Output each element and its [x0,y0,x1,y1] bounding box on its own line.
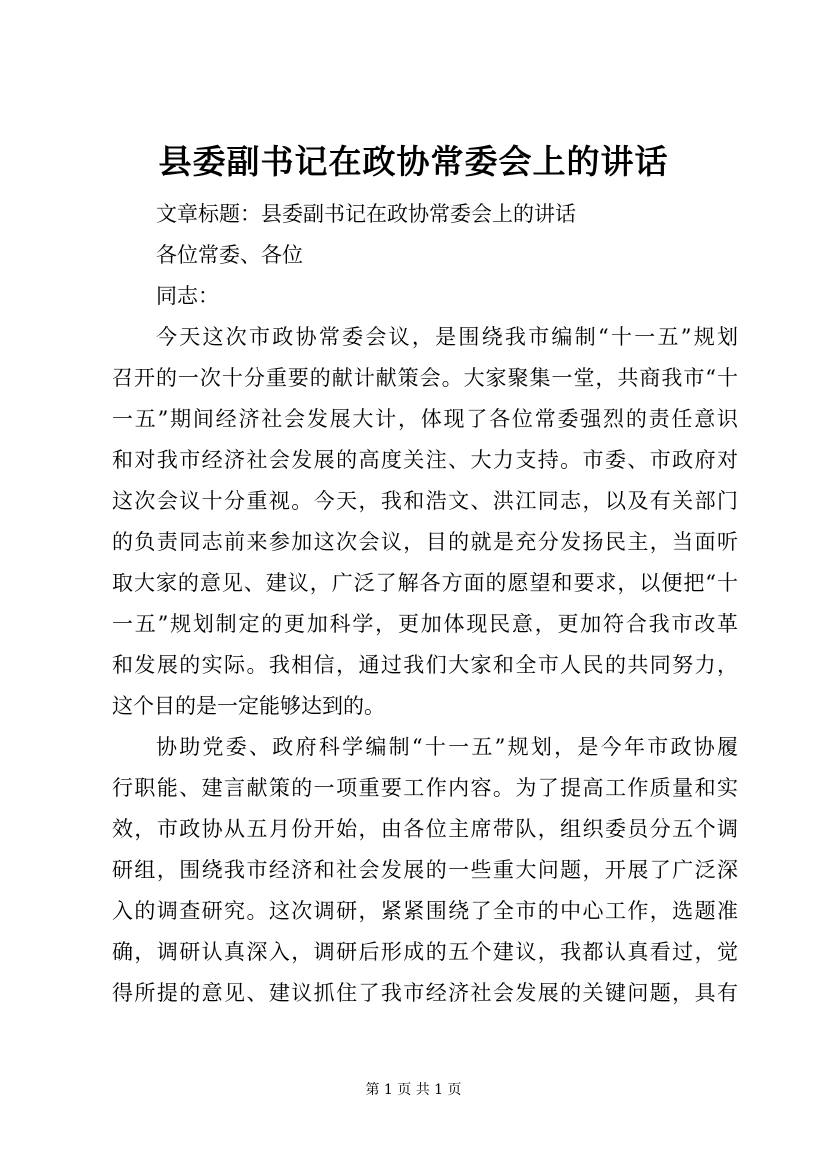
text-line: 入的调查研究。这次调研，紧紧围绕了全市的中心工作，选题准 [112,899,738,923]
document-body [112,194,738,1014]
text-line: 研组，围绕我市经济和社会发展的一些重大问题，开展了广泛深 [112,858,738,882]
text-line: 取大家的意见、建议，广泛了解各方面的愿望和要求，以便把“十 [112,571,738,595]
text-line: 这个目的是一定能够达到的。 [112,694,385,718]
text-line: 这次会议十分重视。今天，我和浩文、洪江同志，以及有关部门 [112,489,738,513]
text-line: 召开的一次十分重要的献计献策会。大家聚集一堂，共商我市“十 [112,366,738,390]
text-line: 得所提的意见、建议抓住了我市经济社会发展的关键问题，具有 [112,981,738,1005]
text-line: 和发展的实际。我相信，通过我们大家和全市人民的共同努力， [112,653,738,677]
text-line: 一五”规划制定的更加科学，更加体现民意，更加符合我市改革 [112,612,738,636]
text-line: 的负责同志前来参加这次会议，目的就是充分发扬民主，当面听 [112,530,738,554]
document-title: 县委副书记在政协常委会上的讲话 [158,142,669,181]
text-line: 协助党委、政府科学编制“十一五”规划，是今年市政协履 [156,735,738,759]
text-line: 同志： [156,284,219,308]
text-line: 各位常委、各位 [156,243,303,267]
text-line: 今天这次市政协常委会议，是围绕我市编制“十一五”规划 [156,325,738,349]
text-line: 和对我市经济社会发展的高度关注、大力支持。市委、市政府对 [112,448,738,472]
text-line: 确，调研认真深入，调研后形成的五个建议，我都认真看过，觉 [112,940,738,964]
text-line: 行职能、建言献策的一项重要工作内容。为了提高工作质量和实 [112,776,738,800]
text-line: 文章标题：县委副书记在政协常委会上的讲话 [156,202,576,226]
page-footer: 第 1 页 共 1 页 [365,1082,462,1098]
text-line: 效，市政协从五月份开始，由各位主席带队，组织委员分五个调 [112,817,738,841]
text-line: 一五”期间经济社会发展大计，体现了各位常委强烈的责任意识 [112,407,738,431]
